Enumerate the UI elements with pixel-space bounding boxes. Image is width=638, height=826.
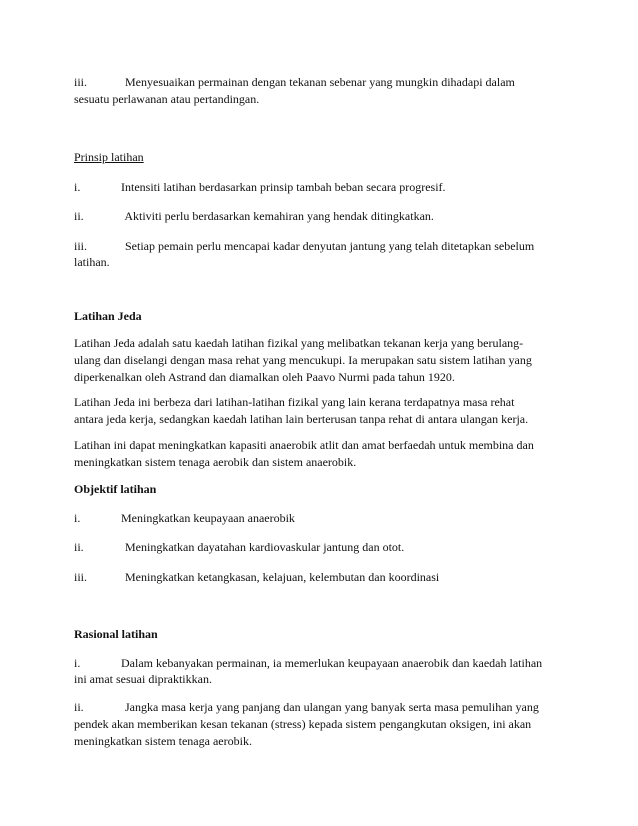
list-text: Intensiti latihan berdasarkan prinsip tambah beban secara progresif. (121, 180, 446, 194)
jeda-para1-line2: ulang dan diselangi dengan masa rehat yang mencukupi. Ia merupakan satu sistem latihan yang (74, 353, 532, 367)
list-text: Setiap pemain perlu mencapai kadar denyutan jantung yang telah ditetapkan sebelum (125, 239, 535, 253)
list-text: Aktiviti perlu berdasarkan kemahiran yang hendak ditingkatkan. (124, 209, 434, 223)
prinsip-heading: Prinsip latihan (74, 150, 144, 164)
list-text: Meningkatkan keupayaan anaerobik (121, 511, 295, 525)
list-number: iii. (74, 75, 88, 89)
objektif-item-1 (74, 511, 295, 525)
prinsip-item-3-cont: latihan. (74, 255, 110, 269)
objektif-item-2 (74, 540, 404, 554)
list-number: ii. (74, 540, 84, 554)
list-text: Dalam kebanyakan permainan, ia memerlukan keupayaan anaerobik dan kaedah latihan (121, 656, 543, 670)
jeda-para3-line2: meningkatkan sistem tenaga aerobik dan sistem anaerobik. (74, 455, 357, 469)
jeda-para2-line2: antara jeda kerja, sedangkan kaedah latihan lain berterusan tanpa rehat di antara ulangan kerja. (74, 412, 529, 426)
top-item-iii (74, 75, 515, 89)
list-number: ii. (74, 700, 84, 714)
rasional-item-2 (74, 700, 539, 714)
jeda-para1-line3: diperkenalkan oleh Astrand dan diamalkan oleh Paavo Nurmi pada tahun 1920. (74, 370, 455, 384)
objektif-heading: Objektif latihan (74, 482, 157, 496)
list-number: i. (74, 656, 81, 670)
rasional-item-2-cont2: meningkatkan sistem tenaga aerobik. (74, 734, 252, 748)
jeda-para3-line1: Latihan ini dapat meningkatkan kapasiti anaerobik atlit dan amat berfaedah untuk membina dan (74, 438, 534, 452)
rasional-item-1 (74, 656, 542, 670)
list-number: ii. (74, 209, 84, 223)
rasional-item-1-cont: ini amat sesuai dipraktikkan. (74, 672, 212, 686)
list-number: iii. (74, 239, 88, 253)
latihan-jeda-heading: Latihan Jeda (74, 309, 142, 323)
prinsip-item-2 (74, 209, 434, 223)
jeda-para1-line1: Latihan Jeda adalah satu kaedah latihan fizikal yang melibatkan tekanan kerja yang berulang- (74, 336, 524, 350)
prinsip-item-3 (74, 239, 534, 253)
prinsip-item-1 (74, 180, 446, 194)
list-number: iii. (74, 570, 88, 584)
list-text: Menyesuaikan permainan dengan tekanan sebenar yang mungkin dihadapi dalam (125, 75, 515, 89)
top-item-iii-cont: sesuatu perlawanan atau pertandingan. (74, 92, 260, 106)
rasional-heading: Rasional latihan (74, 627, 158, 641)
jeda-para2-line1: Latihan Jeda ini berbeza dari latihan-latihan fizikal yang lain kerana terdapatnya masa rehat (74, 395, 515, 409)
list-text: Jangka masa kerja yang panjang dan ulangan yang banyak serta masa pemulihan yang (125, 700, 539, 714)
rasional-item-2-cont1: pendek akan memberikan kesan tekanan (stress) kepada sistem pengangkutan oksigen, ini akan (74, 717, 532, 731)
list-number: i. (74, 180, 81, 194)
objektif-item-3 (74, 570, 439, 584)
list-number: i. (74, 511, 81, 525)
list-text: Meningkatkan ketangkasan, kelajuan, kelembutan dan koordinasi (125, 570, 440, 584)
list-text: Meningkatkan dayatahan kardiovaskular jantung dan otot. (125, 540, 405, 554)
